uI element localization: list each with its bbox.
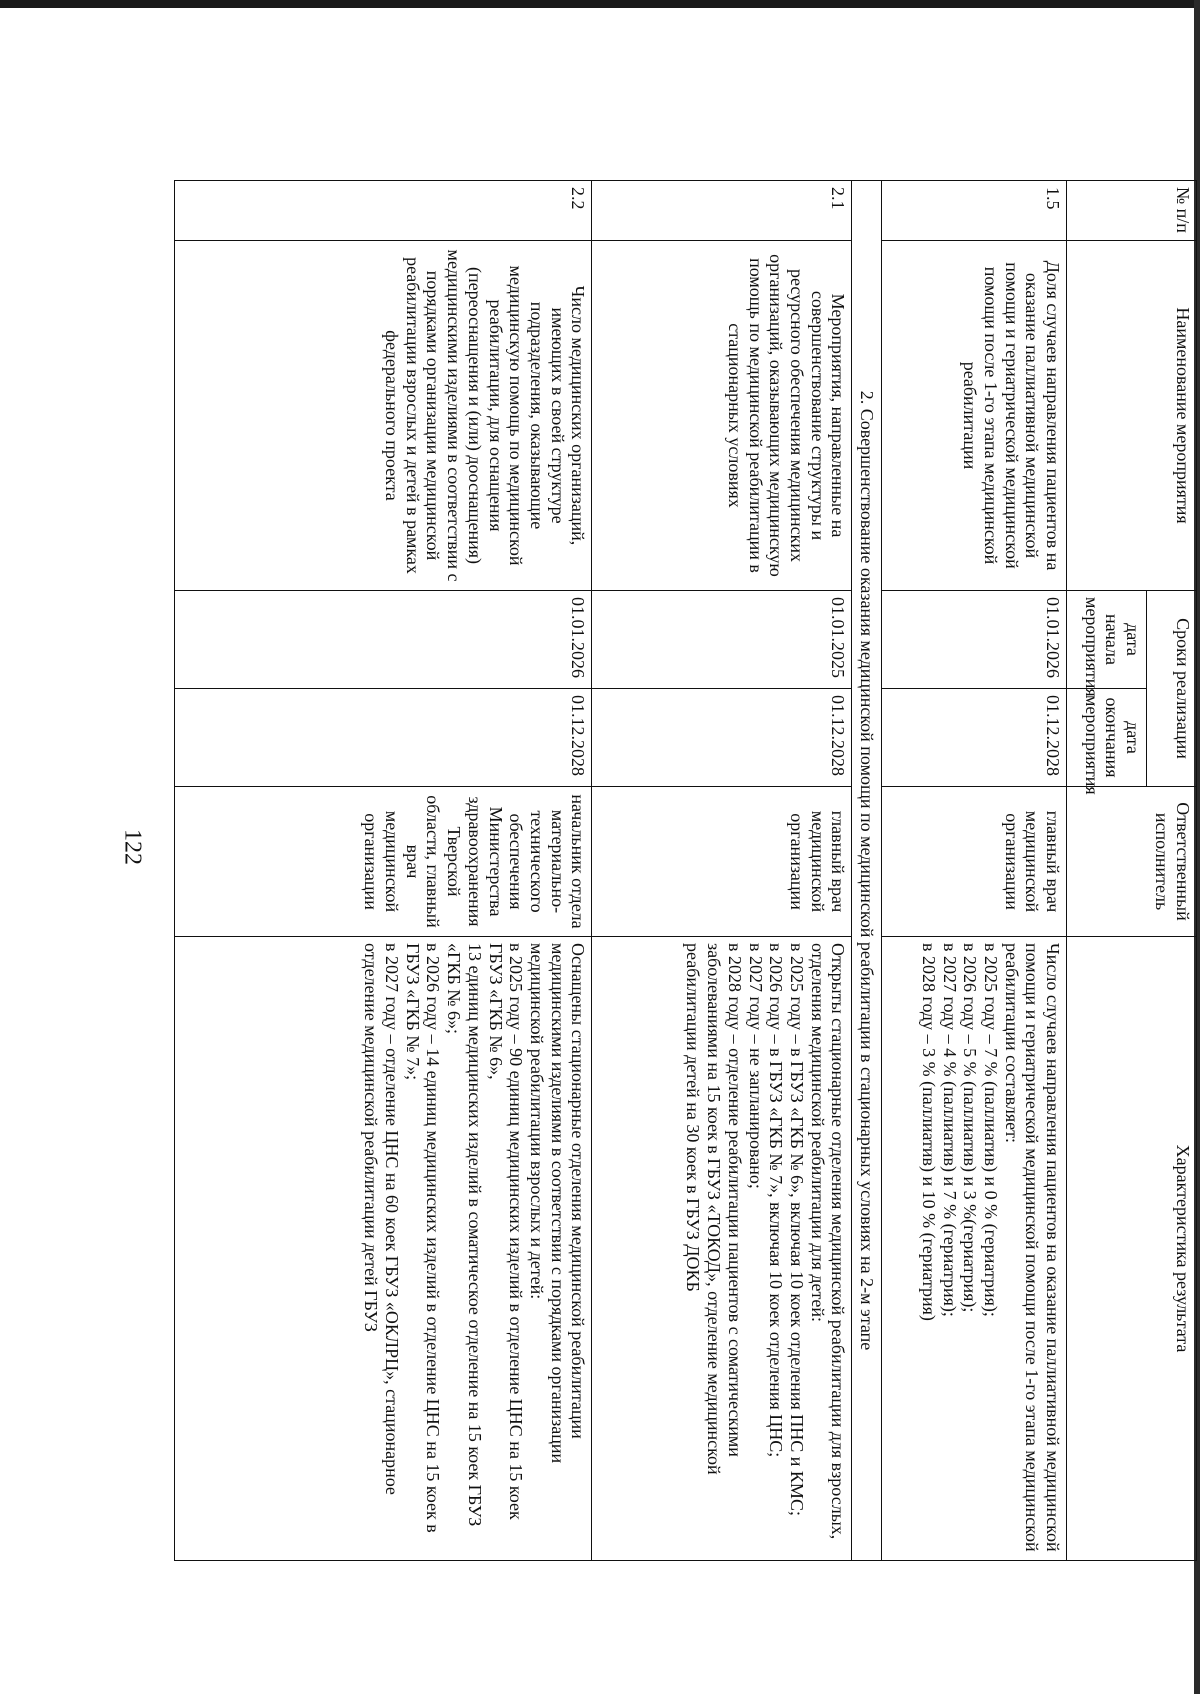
row-start: 01.01.2026: [175, 591, 592, 689]
row-responsible: начальник отдела материально-технического обеспечения Министерства здравоохранения Тверской области, главный врач медицинской организации: [175, 787, 592, 937]
header-row: [1147, 181, 1197, 1561]
result-line: 13 единиц медицинских изделий в соматическое отделение на 15 коек ГБУЗ «ГКБ № 6»;: [444, 943, 485, 1527]
row-responsible: главный врач медицинской организации: [592, 787, 852, 937]
header-responsible: Ответственный исполнитель: [1067, 787, 1197, 937]
row-end: 01.12.2028: [882, 689, 1067, 787]
result-line: в 2027 году – отделение ЦНС на 60 коек ГБУЗ «ОКЛРЦ», стационарное отделение медицинской реабилитации детей ГБУЗ: [361, 943, 403, 1495]
result-line: в 2028 году – 3 % (паллиатив) и 10 % (гериатрия): [918, 943, 939, 1321]
table-row: [592, 181, 852, 1561]
header-name: Наименование мероприятия: [1067, 241, 1197, 591]
header-start: дата начала мероприятия: [1067, 591, 1147, 689]
result-line: в 2026 году – 14 единиц медицинских изделий в отделение ЦНС на 15 коек в ГБУЗ «ГКБ № 7»;: [402, 943, 444, 1533]
row-num: 1.5: [882, 181, 1067, 241]
section-title: 2. Совершенствование оказания медицинской помощи по медицинской реабилитации в стационарных условиях на 2-м этапе: [852, 181, 882, 1561]
row-name: Мероприятия, направленные на совершенствование структуры и ресурсного обеспечения медицинских организаций, оказывающих медицинскую помощь по медицинской реабилитации в стационарных условиях: [592, 241, 852, 591]
header-dates: Сроки реализации: [1147, 591, 1197, 787]
row-start: 01.01.2025: [592, 591, 852, 689]
activities-table: [174, 180, 1197, 1561]
row-name: Число медицинских организаций, имеющих в своей структуре подразделения, оказывающие медицинскую помощь по медицинской реабилитации, для оснащения (переоснащения и (или) дооснащения) медицинскими изделиями в соответствии с порядками организации медицинской реабилитации взрослых и детей в рамках федерального проекта: [175, 241, 592, 591]
row-num: 2.1: [592, 181, 852, 241]
result-line: Оснащены стационарные отделения медицинской реабилитации медицинскими изделиями в соответствии с порядками организации медицинской реабилитации взрослых и детей:: [526, 943, 589, 1464]
row-start: 01.01.2026: [882, 591, 1067, 689]
result-line: в 2027 году – не запланировано;: [745, 943, 766, 1189]
result-line: Открыты стационарные отделения медицинской реабилитации для взрослых, отделения медицинской реабилитации для детей:: [807, 943, 849, 1540]
row-num: 2.2: [175, 181, 592, 241]
table-row: [882, 181, 1067, 1561]
scan-edge-top: [0, 0, 1200, 8]
result-line: в 2028 году – отделение реабилитации пациентов с соматическими заболеваниями на 15 коек в ГБУЗ «ТОКОД», отделение медицинской реабилитации детей на 30 коек в ГБУЗ ДОКБ: [683, 943, 745, 1475]
result-line: в 2027 году – 4 % (паллиатив) и 7 % (гериатрия);: [939, 943, 960, 1317]
row-name: Доля случаев направления пациентов на оказание паллиативной медицинской помощи и гериатрической медицинской помощи после 1-го этапа медицинской реабилитации: [882, 241, 1067, 591]
result-line: в 2025 году – 90 единиц медицинских изделий в отделение ЦНС на 15 коек ГБУЗ «ГКБ № 6»,: [485, 943, 527, 1520]
section-row: [852, 181, 882, 1561]
row-result: [592, 937, 852, 1561]
result-line: в 2025 году – 7 % (паллиатив) и 0 % (гериатрия);: [980, 943, 1001, 1317]
table-row: [175, 181, 592, 1561]
header-end: дата окончания мероприятия: [1067, 689, 1147, 787]
row-result: [882, 937, 1067, 1561]
result-line: в 2026 году – в ГБУЗ «ГКБ № 7», включая 10 коек отделения ЦНС;: [766, 943, 787, 1458]
result-line: в 2026 году – 5 % (паллиатив) и 3 %(гериатрия);: [960, 943, 981, 1313]
rotated-table-container: [177, 180, 1197, 1560]
header-num: № п/п: [1067, 181, 1197, 241]
result-line: в 2025 году – в ГБУЗ «ГКБ № 6», включая 10 коек отделения ПНС и КМС;: [786, 943, 807, 1516]
page-number: 122: [119, 829, 146, 865]
row-responsible: главный врач медицинской организации: [882, 787, 1067, 937]
row-result: [175, 937, 592, 1561]
row-end: 01.12.2028: [592, 689, 852, 787]
row-end: 01.12.2028: [175, 689, 592, 787]
result-line: Число случаев направления пациентов на оказание паллиативной медицинской помощи и гериатрической медицинской помощи после 1-го этапа медицинской реабилитации составляет:: [1001, 943, 1063, 1552]
header-result: Характеристика результата: [1067, 937, 1197, 1561]
